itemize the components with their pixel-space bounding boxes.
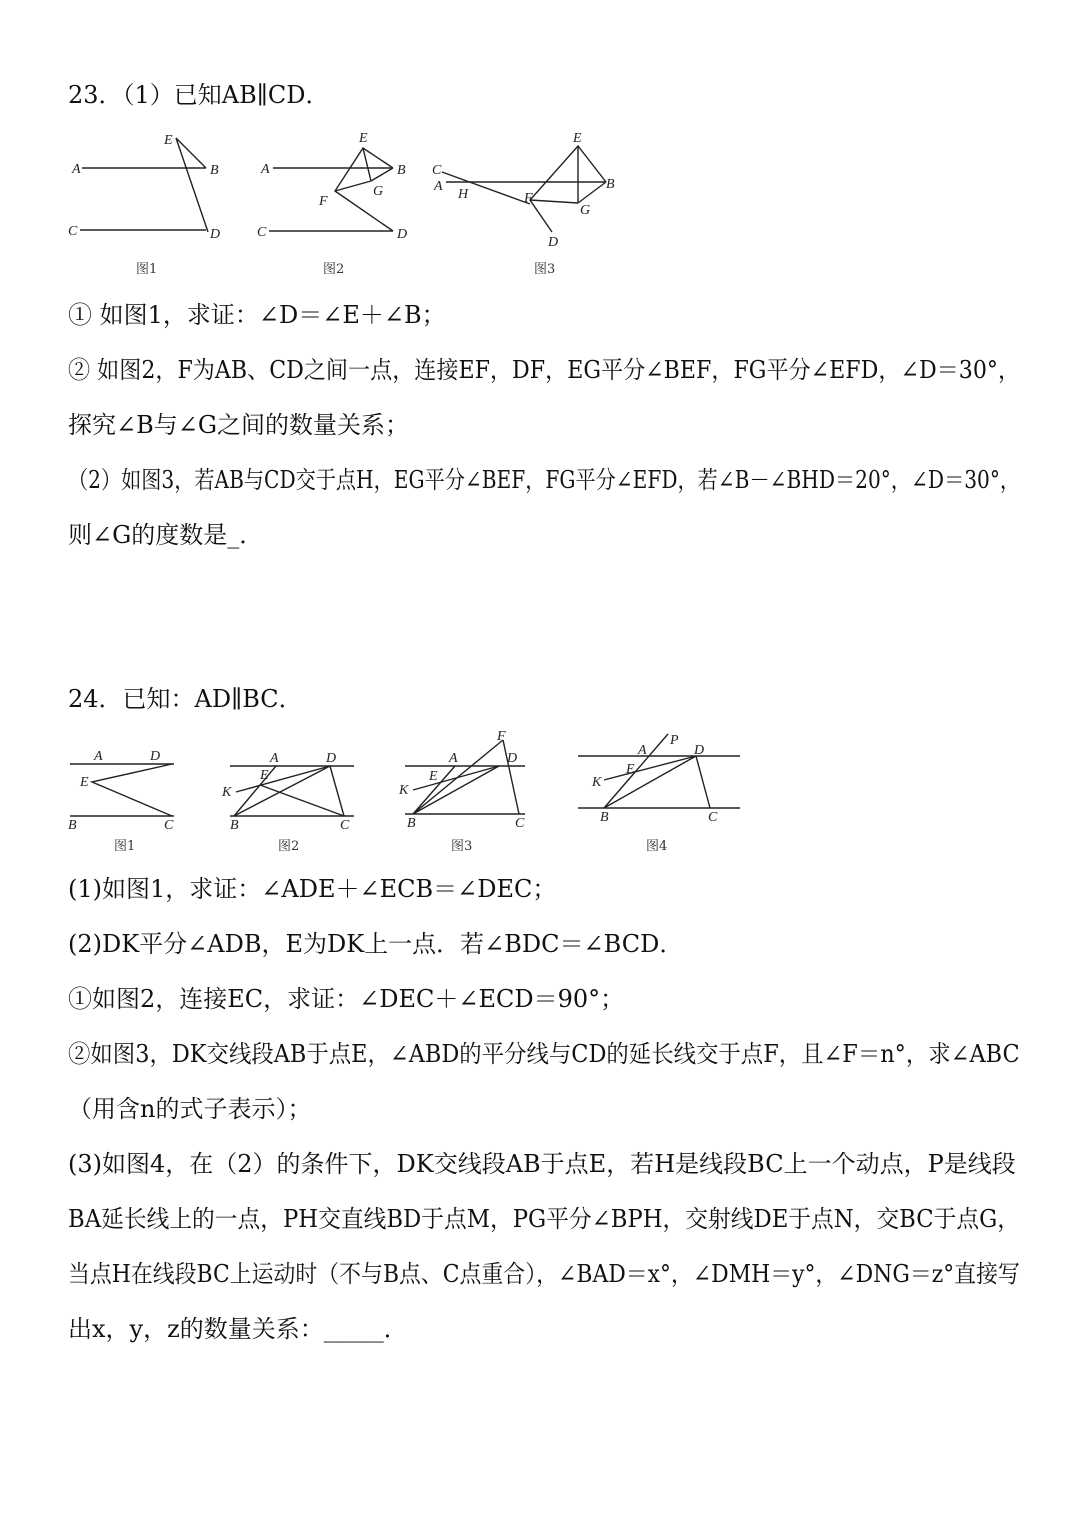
point-g: G xyxy=(373,184,384,199)
point-e: E xyxy=(429,769,438,784)
point-d: D xyxy=(694,743,705,758)
q23-figure-3 xyxy=(428,128,628,278)
q24-line-8: 当点H在线段BC上运动时（不与B点、C点重合），∠BAD＝x°，∠DMH＝y°，∠DNG＝z°直接写 xyxy=(68,1260,1020,1288)
point-f: F xyxy=(524,191,533,206)
point-e: E xyxy=(626,762,635,777)
point-c: C xyxy=(340,818,350,833)
q24-line-6: (3)如图4，在（2）的条件下，DK交线段AB于点E，若H是线段BC上一个动点，P是线段 xyxy=(68,1150,1016,1178)
point-e: E xyxy=(80,775,89,790)
point-a: A xyxy=(270,751,279,766)
point-c: C xyxy=(68,224,78,239)
segment-ec xyxy=(260,785,344,816)
segment-gb xyxy=(578,182,606,203)
point-p: P xyxy=(670,733,679,748)
segment-db xyxy=(604,756,696,808)
q23-line-4: （2）如图3，若AB与CD交于点H，EG平分∠BEF，FG平分∠EFD，若∠B－∠BHD＝20°，∠D＝30°， xyxy=(68,466,1021,494)
segment-bf xyxy=(413,740,503,814)
point-b: B xyxy=(210,163,219,178)
point-e: E xyxy=(164,133,173,148)
point-a: A xyxy=(449,751,458,766)
q23-line-2: ② 如图2，F为AB、CD之间一点，连接EF，DF，EG平分∠BEF，FG平分∠EFD，∠D＝30°， xyxy=(68,356,1021,384)
point-d: D xyxy=(210,227,221,242)
segment-dc xyxy=(330,766,344,816)
q24-line-5: （用含n的式子表示）； xyxy=(68,1095,312,1123)
point-c: C xyxy=(708,810,718,825)
segment-dk xyxy=(604,756,696,780)
path-b-e-d xyxy=(176,138,208,232)
figure-caption: 图1 xyxy=(114,839,136,854)
point-c: C xyxy=(432,163,442,178)
q24-line-2: (2)DK平分∠ADB，E为DK上一点．若∠BDC＝∠BCD． xyxy=(68,930,684,958)
figure-caption: 图2 xyxy=(278,839,300,854)
point-f: F xyxy=(319,194,328,209)
q23-line-3: 探究∠B与∠G之间的数量关系； xyxy=(68,411,410,439)
point-f: F xyxy=(497,729,506,744)
point-g: G xyxy=(580,203,591,218)
point-k: K xyxy=(222,785,232,800)
q24-line-1: (1)如图1，求证：∠ADE＋∠ECB＝∠DEC； xyxy=(68,875,557,903)
segment-db xyxy=(413,766,499,814)
point-e: E xyxy=(359,131,368,146)
point-e: E xyxy=(260,768,269,783)
point-k: K xyxy=(592,775,602,790)
path-d-e-c xyxy=(92,764,172,816)
segment-dk xyxy=(236,766,330,792)
segment-dc xyxy=(696,756,710,808)
q24-line-4: ②如图3，DK交线段AB于点E，∠ABD的平分线与CD的延长线交于点F，且∠F＝n°，求∠ABC xyxy=(68,1040,1020,1068)
point-a: A xyxy=(94,749,103,764)
point-c: C xyxy=(515,816,525,831)
point-d: D xyxy=(548,235,559,250)
q23-line-5: 则∠G的度数是_． xyxy=(68,521,264,549)
q23-line-1: ① 如图1，求证：∠D＝∠E＋∠B； xyxy=(68,301,446,329)
q23-header: 23．（1）已知AB∥CD． xyxy=(68,81,330,109)
q24-line-3: ①如图2，连接EC，求证：∠DEC＋∠ECD＝90°； xyxy=(68,985,625,1013)
q24-figure-1 xyxy=(62,728,192,858)
q24-line-9: 出x，y，z的数量关系：_____． xyxy=(68,1315,408,1343)
point-e: E xyxy=(573,131,582,146)
point-a: A xyxy=(434,179,443,194)
point-h: H xyxy=(458,187,469,202)
path-b-e-f-d xyxy=(335,148,393,231)
point-b: B xyxy=(397,163,406,178)
q23-figure-1 xyxy=(66,128,236,278)
point-d: D xyxy=(150,749,161,764)
q24-header: 24．已知：AD∥BC． xyxy=(68,685,303,713)
point-b: B xyxy=(606,177,615,192)
q24-line-7: BA延长线上的一点，PH交直线BD于点M，PG平分∠BPH，交射线DE于点N，交BC于点G， xyxy=(68,1205,1021,1233)
q23-figure-2 xyxy=(255,128,425,278)
point-b: B xyxy=(230,818,239,833)
point-d: D xyxy=(397,227,408,242)
line-cd xyxy=(442,172,530,204)
point-b: B xyxy=(407,816,416,831)
point-c: C xyxy=(257,225,267,240)
point-c: C xyxy=(164,818,174,833)
point-k: K xyxy=(399,783,409,798)
q24-figure-3 xyxy=(395,728,545,858)
q24-figure-4 xyxy=(572,728,752,858)
figure-caption: 图3 xyxy=(534,262,556,277)
figure-caption: 图1 xyxy=(136,262,158,277)
point-b: B xyxy=(68,818,77,833)
q24-figure-2 xyxy=(220,728,370,858)
segment-fg xyxy=(530,200,578,203)
segment-db xyxy=(234,766,330,816)
figure-caption: 图4 xyxy=(646,839,668,854)
point-a: A xyxy=(638,743,647,758)
point-a: A xyxy=(72,162,81,177)
point-d: D xyxy=(507,751,518,766)
point-b: B xyxy=(600,810,609,825)
point-d: D xyxy=(326,751,337,766)
figure-caption: 图2 xyxy=(323,262,345,277)
segment-gb xyxy=(371,168,393,181)
point-a: A xyxy=(261,162,270,177)
path-b-e-f-d xyxy=(530,146,606,232)
figure-caption: 图3 xyxy=(451,839,473,854)
